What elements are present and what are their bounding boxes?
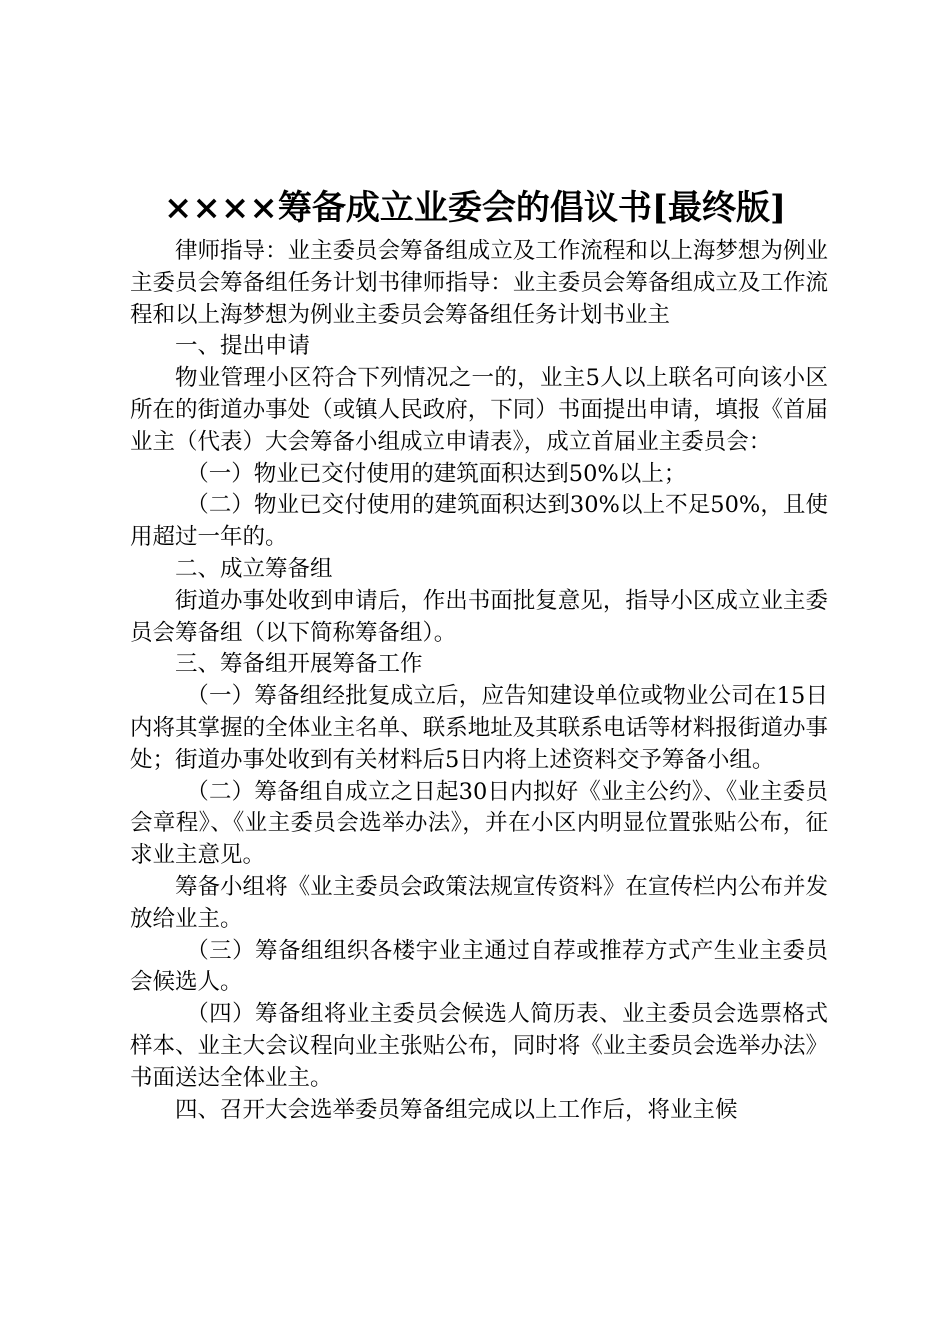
list-item: （二）物业已交付使用的建筑面积达到30%以上不足50%，且使用超过一年的。 bbox=[130, 492, 828, 551]
paragraph: 物业管理小区符合下列情况之一的，业主5人以上联名可向该小区所在的街道办事处（或镇人民政府，下同）书面提出申请，填报《首届业主（代表）大会筹备小组成立申请表》，成立首届业主委员会： bbox=[130, 365, 828, 455]
list-item: （四）筹备组将业主委员会候选人简历表、业主委员会选票格式样本、业主大会议程向业主张贴公布，同时将《业主委员会选举办法》书面送达全体业主。 bbox=[130, 1001, 828, 1091]
document-body bbox=[130, 236, 828, 1126]
section-heading: 二、成立筹备组 bbox=[175, 555, 333, 582]
list-item: （一）筹备组经批复成立后，应告知建设单位或物业公司在15日内将其掌握的全体业主名单、联系地址及其联系电话等材料报街道办事处；街道办事处收到有关材料后5日内将上述资料交予筹备小组。 bbox=[130, 683, 828, 773]
list-item: （一）物业已交付使用的建筑面积达到50%以上； bbox=[186, 460, 687, 487]
paragraph: 街道办事处收到申请后，作出书面批复意见，指导小区成立业主委员会筹备组（以下简称筹备组）。 bbox=[130, 587, 828, 646]
section-heading: 三、筹备组开展筹备工作 bbox=[175, 651, 423, 678]
document-title: ××××筹备成立业委会的倡议书[最终版] bbox=[163, 188, 787, 228]
section-heading: 一、提出申请 bbox=[175, 333, 311, 360]
list-item: （二）筹备组自成立之日起30日内拟好《业主公约》、《业主委员会章程》、《业主委员会选举办法》，并在小区内明显位置张贴公布，征求业主意见。 bbox=[130, 778, 828, 869]
section-heading: 四、召开大会选举委员筹备组完成以上工作后，将业主候 bbox=[175, 1096, 738, 1123]
paragraph: 律师指导：业主委员会筹备组成立及工作流程和以上海梦想为例业主委员会筹备组任务计划书律师指导：业主委员会筹备组成立及工作流程和以上海梦想为例业主委员会筹备组任务计划书业主 bbox=[130, 238, 828, 328]
list-item: （三）筹备组组织各楼宇业主通过自荐或推荐方式产生业主委员会候选人。 bbox=[130, 937, 828, 996]
paragraph: 筹备小组将《业主委员会政策法规宣传资料》在宣传栏内公布并发放给业主。 bbox=[130, 873, 828, 932]
